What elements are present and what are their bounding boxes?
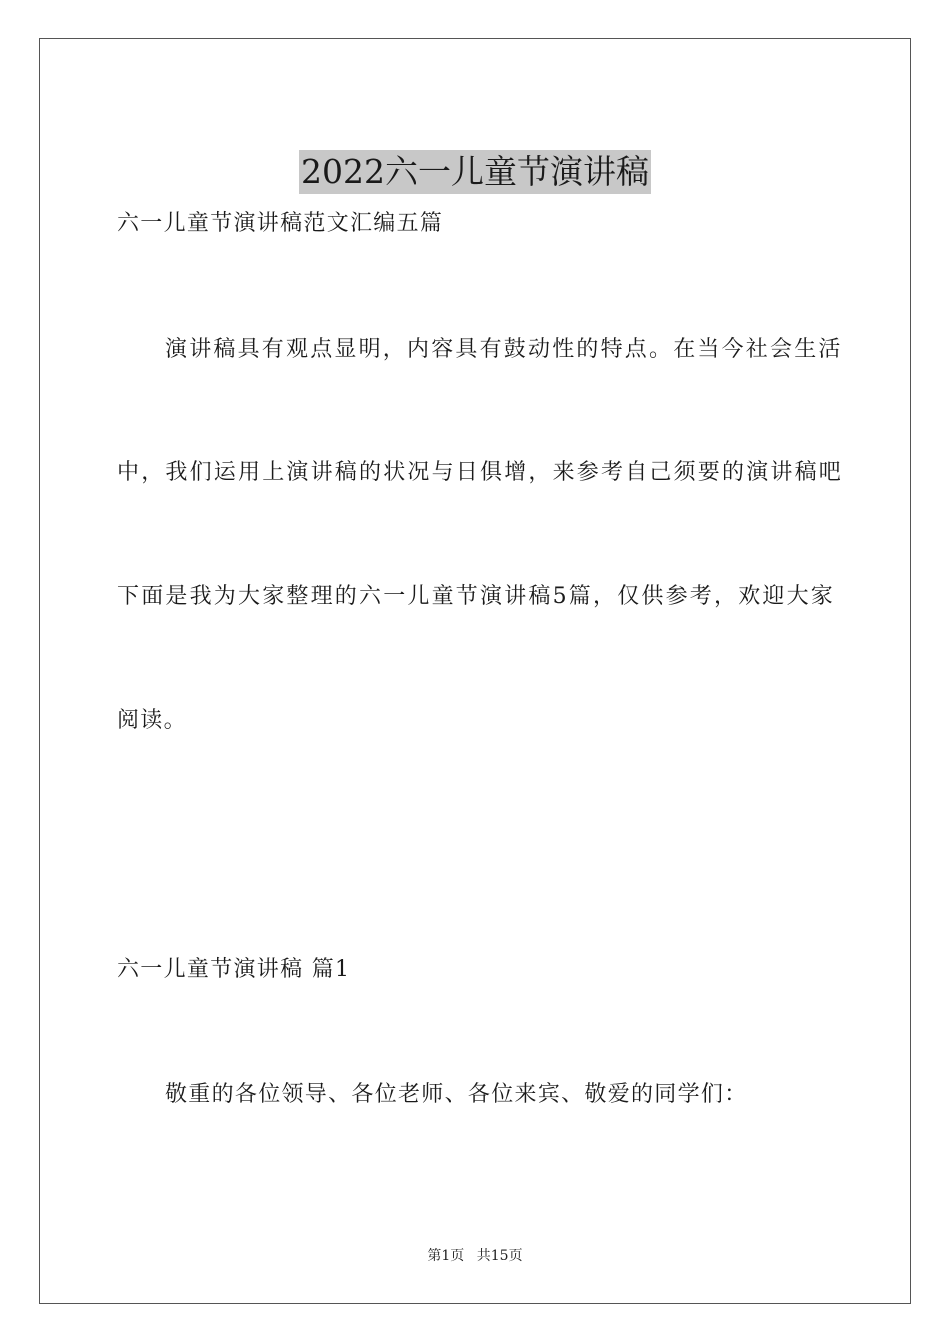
intro-line-4: 阅读。 <box>117 708 187 733</box>
intro-line-1: 演讲稿具有观点显明，内容具有鼓动性的特点。在当今社会生活 <box>165 337 843 362</box>
page-number: 第1页 <box>427 1248 465 1264</box>
title-container <box>0 128 950 216</box>
page-total: 共15页 <box>476 1248 523 1264</box>
document-subtitle: 六一儿童节演讲稿范文汇编五篇 <box>117 211 444 236</box>
salutation: 敬重的各位领导、各位老师、各位来宾、敬爱的同学们： <box>165 1082 748 1107</box>
document-title: 2022六一儿童节演讲稿 <box>299 150 651 194</box>
section-heading: 六一儿童节演讲稿 篇1 <box>117 957 351 982</box>
page-footer <box>0 1246 950 1266</box>
intro-line-2: 中，我们运用上演讲稿的状况与日俱增，来参考自己须要的演讲稿吧 <box>117 460 844 485</box>
intro-line-3: 下面是我为大家整理的六一儿童节演讲稿5篇，仅供参考，欢迎大家 <box>117 584 835 609</box>
